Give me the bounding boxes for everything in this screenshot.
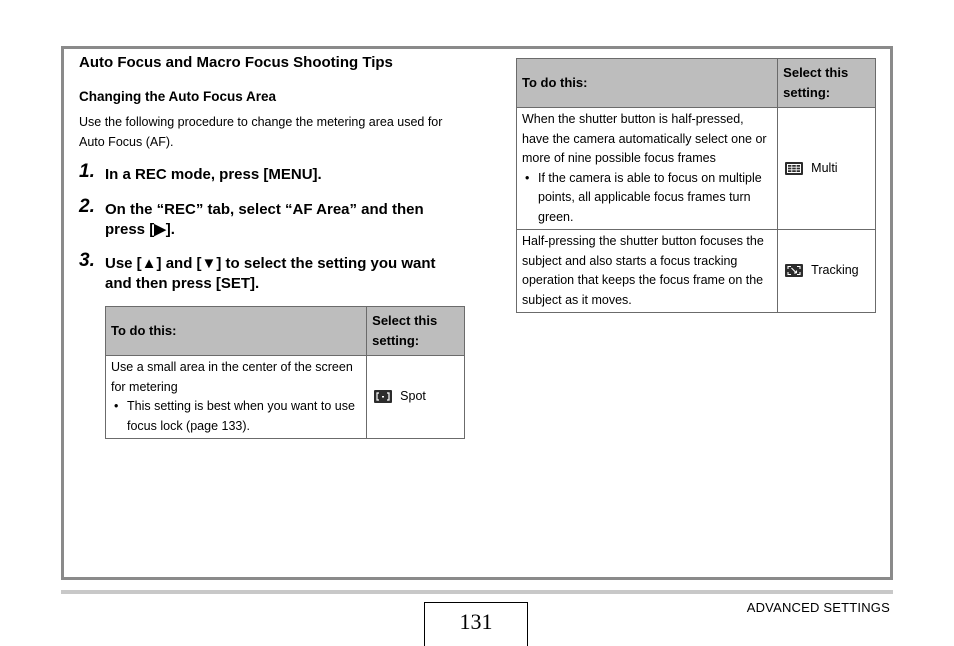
- row-setting: [367, 356, 465, 439]
- row-description: [106, 356, 367, 439]
- footer-section-name: ADVANCED SETTINGS: [746, 600, 890, 615]
- setting-label: Spot: [400, 389, 426, 404]
- step-number: 2.: [79, 196, 95, 217]
- setting-label: Multi: [811, 160, 838, 175]
- af-area-table-left: [105, 306, 465, 439]
- row-setting: [778, 108, 876, 230]
- step-text: In a REC mode, press [MENU].: [105, 166, 322, 183]
- column-header-setting: Select this setting:: [778, 59, 876, 108]
- table-row: [106, 356, 465, 439]
- row-description: [517, 108, 778, 230]
- step-number: 1.: [79, 161, 95, 182]
- section-heading: Auto Focus and Macro Focus Shooting Tips: [79, 54, 393, 71]
- multi-focus-icon: [785, 162, 803, 175]
- description-text: Half-pressing the shutter button focuses the subject and also starts a focus tracking operation that keeps the focus frame on the subject as it moves.: [522, 234, 764, 307]
- column-header-setting: Select this setting:: [367, 307, 465, 356]
- step-text: On the “REC” tab, select “AF Area” and then press [▶].: [105, 201, 424, 238]
- row-setting: [778, 230, 876, 313]
- table-row: [517, 108, 876, 230]
- row-description: [517, 230, 778, 313]
- step-text: Use [▲] and [▼] to select the setting you want and then press [SET].: [105, 255, 436, 292]
- spot-focus-icon: [374, 390, 392, 403]
- intro-paragraph: Use the following procedure to change the metering area used for Auto Focus (AF).: [79, 115, 443, 149]
- subsection-heading: Changing the Auto Focus Area: [79, 89, 277, 104]
- description-text: Use a small area in the center of the screen for metering: [111, 360, 353, 394]
- page-number: 131: [424, 602, 528, 646]
- column-header-action: To do this:: [106, 307, 367, 356]
- description-text: When the shutter button is half-pressed, have the camera automatically select one or more of nine possible focus frames: [522, 112, 767, 165]
- bullet-note: • If the camera is able to focus on multiple points, all applicable focus frames turn green.: [522, 169, 772, 228]
- setting-label: Tracking: [811, 263, 859, 278]
- table-row: [517, 230, 876, 313]
- footer-divider: [61, 590, 893, 594]
- af-area-table-right: [516, 58, 876, 313]
- step-number: 3.: [79, 250, 95, 271]
- column-header-action: To do this:: [517, 59, 778, 108]
- bullet-note: • This setting is best when you want to use focus lock (page 133).: [111, 397, 361, 436]
- tracking-focus-icon: [785, 264, 803, 277]
